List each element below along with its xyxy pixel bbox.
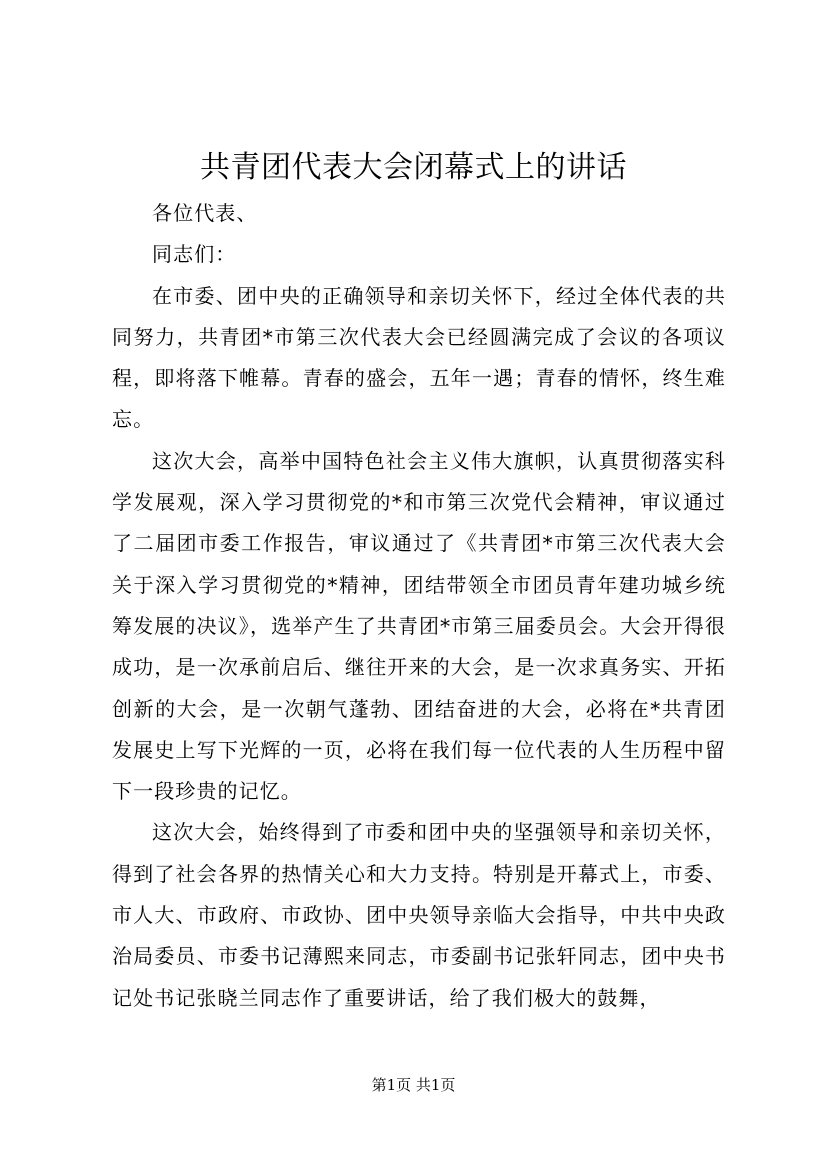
greeting-paragraph: 同志们： xyxy=(152,242,237,267)
page-number-footer: 第1页 共1页 xyxy=(371,1076,456,1094)
body-paragraph: 在市委、团中央的正确领导和亲切关怀下，经过全体代表的共同努力，共青团*市第三次代表大会已经圆满完成了会议的各项议程，即将落下帷幕。青春的盛会，五年一遇；青春的情怀，终生难忘。 xyxy=(112,283,726,432)
body-paragraph: 这次大会，高举中国特色社会主义伟大旗帜，认真贯彻落实科学发展观，深入学习贯彻党的*和市第三次党代会精神，审议通过了二届团市委工作报告，审议通过了《共青团*市第三次代表大会关于深入学习贯彻党的*精神，团结带领全市团员青年建功城乡统筹发展的决议》，选举产生了共青团*市第三届委员会。大会开得很成功，是一次承前启后、继往开来的大会，是一次求真务实、开拓创新的大会，是一次朝气蓬勃、团结奋进的大会，必将在*共青团发展史上写下光辉的一页，必将在我们每一位代表的人生历程中留下一段珍贵的记忆。 xyxy=(112,448,726,804)
salutation-paragraph: 各位代表、 xyxy=(152,201,258,225)
document-title: 共青团代表大会闭幕式上的讲话 xyxy=(200,150,627,185)
body-paragraph: 这次大会，始终得到了市委和团中央的坚强领导和亲切关怀，得到了社会各界的热情关心和大力支持。特别是开幕式上，市委、市人大、市政府、市政协、团中央领导亲临大会指导，中共中央政治局委员、市委书记薄熙来同志，市委副书记张轩同志，团中央书记处书记张晓兰同志作了重要讲话，给了我们极大的鼓舞， xyxy=(112,820,726,1010)
document-body xyxy=(112,193,726,1019)
